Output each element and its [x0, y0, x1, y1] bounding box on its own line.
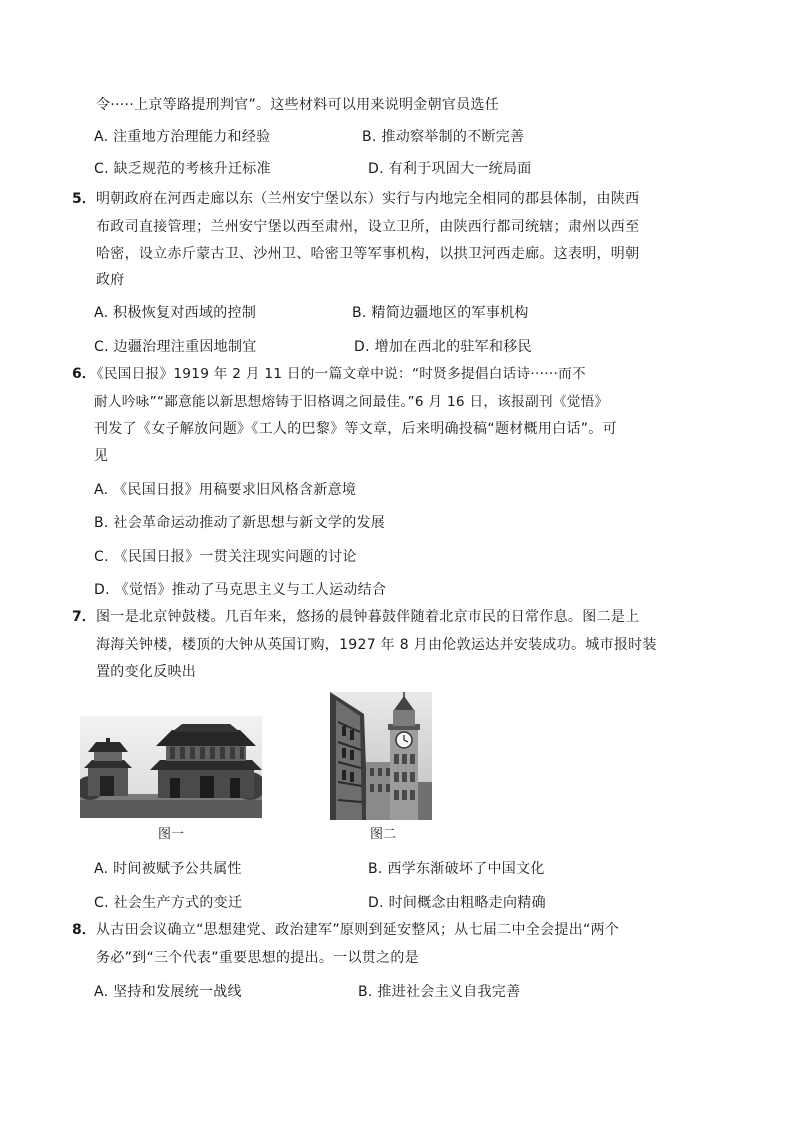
- q7-stem-line-1: 图一是北京钟鼓楼。几百年来，悠扬的晨钟暮鼓伴随着北京市民的日常作息。图二是上: [96, 609, 640, 625]
- q4-option-d[interactable]: D. 有利于巩固大一统局面: [368, 161, 532, 177]
- q4-option-b[interactable]: B. 推动察举制的不断完善: [362, 129, 525, 145]
- q7-stem-line-3: 置的变化反映出: [96, 664, 197, 680]
- q8-option-b[interactable]: B. 推进社会主义自我完善: [358, 984, 521, 1000]
- q6-stem-line-2: 耐人吟咏”“鄙意能以新思想熔铸于旧格调之间最佳。”6 月 16 日，该报副刊《觉悟》: [94, 394, 609, 410]
- q6-number: 6．: [72, 366, 96, 382]
- q5-stem-line-2: 布政司直接管理；兰州安宁堡以西至肃州，设立卫所，由陕西行都司统辖；肃州以西至: [96, 219, 640, 235]
- q4-option-c[interactable]: C. 缺乏规范的考核升迁标准: [94, 161, 271, 177]
- q7-option-a[interactable]: A. 时间被赋予公共属性: [94, 861, 242, 877]
- q6-option-b[interactable]: B. 社会革命运动推动了新思想与新文学的发展: [94, 515, 386, 531]
- q8-number: 8．: [72, 922, 96, 938]
- q4-option-a[interactable]: A. 注重地方治理能力和经验: [94, 129, 271, 145]
- q7-option-b[interactable]: B. 西学东渐破坏了中国文化: [368, 861, 545, 877]
- q5-stem-line-4: 政府: [96, 272, 125, 288]
- q5-option-d[interactable]: D. 增加在西北的驻军和移民: [354, 339, 532, 355]
- q5-stem-line-1: 明朝政府在河西走廊以东（兰州安宁堡以东）实行与内地完全相同的郡县体制，由陕西: [96, 191, 640, 207]
- q5-option-b[interactable]: B. 精简边疆地区的军事机构: [352, 305, 529, 321]
- q7-number: 7．: [72, 609, 96, 625]
- q8-stem-line-2: 务必”到“三个代表”重要思想的提出。一以贯之的是: [96, 950, 419, 966]
- q8-stem-line-1: 从古田会议确立“思想建党、政治建军”原则到延安整风；从七届二中全会提出“两个: [96, 922, 620, 938]
- q7-option-d[interactable]: D. 时间概念由粗略走向精确: [368, 895, 546, 911]
- q6-stem-line-3: 刊发了《女子解放问题》《工人的巴黎》等文章，后来明确投稿“题材概用白话”。可: [94, 421, 617, 437]
- q6-stem-line-4: 见: [94, 448, 109, 464]
- q6-option-d[interactable]: D. 《觉悟》推动了马克思主义与工人运动结合: [94, 582, 387, 598]
- q7-stem-line-2: 海海关钟楼，楼顶的大钟从英国订购，1927 年 8 月由伦敦运达并安装成功。城市报时装: [96, 637, 657, 653]
- q5-stem-line-3: 哈密，设立赤斤蒙古卫、沙州卫、哈密卫等军事机构，以拱卫河西走廊。这表明，明朝: [96, 246, 640, 262]
- q6-option-a[interactable]: A. 《民国日报》用稿要求旧风格含新意境: [94, 482, 357, 498]
- q6-stem-line-1: 《民国日报》1919 年 2 月 11 日的一篇文章中说：“时贤多提倡白话诗······而不: [90, 366, 586, 382]
- figure-2-caption: 图二: [370, 827, 397, 842]
- figure-2-customs-clock-tower-photo: [330, 692, 432, 820]
- q5-option-c[interactable]: C. 边疆治理注重因地制宜: [94, 339, 257, 355]
- figure-1-bell-drum-tower-photo: [80, 716, 262, 818]
- q8-option-a[interactable]: A. 坚持和发展统一战线: [94, 984, 242, 1000]
- q5-option-a[interactable]: A. 积极恢复对西域的控制: [94, 305, 257, 321]
- q7-option-c[interactable]: C. 社会生产方式的变迁: [94, 895, 243, 911]
- figure-1-caption: 图一: [158, 827, 185, 842]
- q6-option-c[interactable]: C. 《民国日报》一贯关注现实问题的讨论: [94, 549, 357, 565]
- q4-stem-tail: 令·····上京等路提刑判官”。这些材料可以用来说明金朝官员选任: [96, 97, 500, 113]
- q5-number: 5．: [72, 191, 96, 207]
